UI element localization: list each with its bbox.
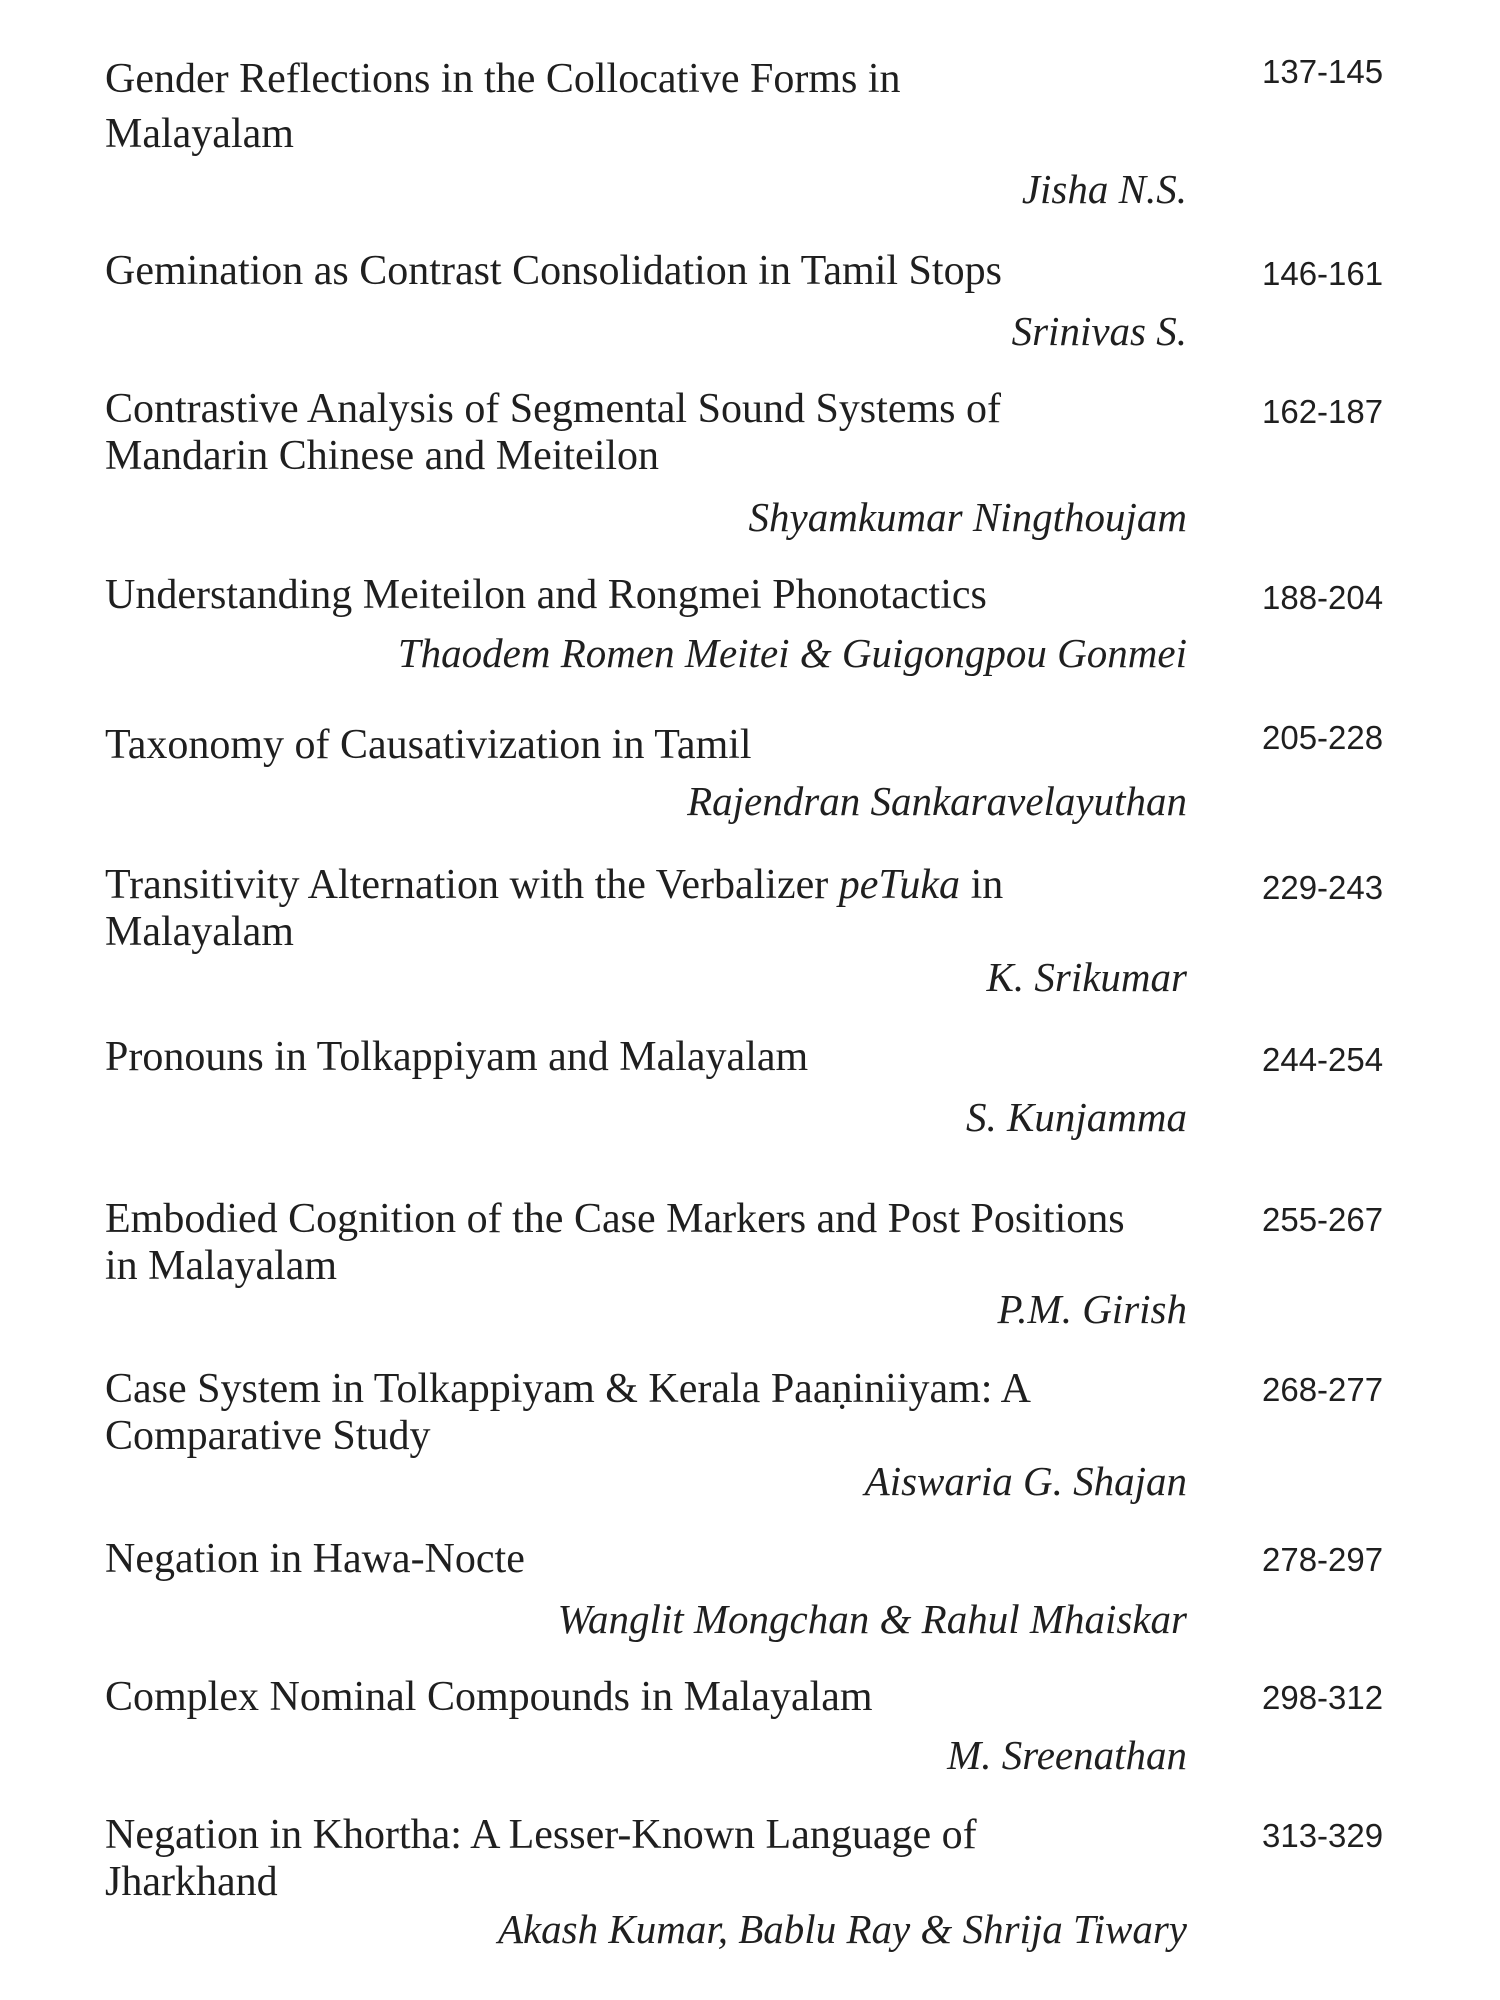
article-title[interactable] [105, 1366, 1175, 1460]
article-title-line: Understanding Meiteilon and Rongmei Phonotactics [105, 572, 987, 618]
article-title-line: Comparative Study [105, 1413, 431, 1459]
article-author: Jisha N.S. [1021, 166, 1187, 212]
article-title-line: Malayalam [105, 111, 294, 157]
article-title-line: Negation in Khortha: A Lesser-Known Language of [105, 1812, 977, 1858]
article-author: Shyamkumar Ningthoujam [748, 494, 1187, 540]
article-title[interactable] [105, 1536, 1175, 1583]
article-title-line: Mandarin Chinese and Meiteilon [105, 433, 660, 479]
article-title[interactable] [105, 722, 1175, 769]
article-title-line: Taxonomy of Causativization in Tamil [105, 722, 752, 768]
page-range: 137-145 [1262, 53, 1384, 90]
page-range: 255-267 [1262, 1201, 1384, 1238]
article-title[interactable] [105, 248, 1175, 295]
page-range: 313-329 [1262, 1817, 1384, 1854]
article-title-line: Negation in Hawa-Nocte [105, 1536, 525, 1582]
article-title-line: in Malayalam [105, 1243, 338, 1289]
article-title-line: Case System in Tolkappiyam & Kerala Paaṇiniiyam: A [105, 1366, 1031, 1412]
page-range: 188-204 [1262, 579, 1384, 616]
article-author: Srinivas S. [1011, 308, 1187, 354]
article-title[interactable] [105, 1034, 1175, 1081]
page-range: 229-243 [1262, 869, 1384, 906]
article-title-text: in [960, 862, 1004, 908]
article-title-line: Embodied Cognition of the Case Markers and Post Positions [105, 1196, 1125, 1242]
article-author: Rajendran Sankaravelayuthan [687, 778, 1187, 824]
article-title[interactable] [105, 386, 1175, 480]
article-title-line: Contrastive Analysis of Segmental Sound Systems of [105, 386, 1001, 432]
page-range: 162-187 [1262, 393, 1384, 430]
article-author: Akash Kumar, Bablu Ray & Shrija Tiwary [497, 1906, 1187, 1952]
article-title-line: Gemination as Contrast Consolidation in Tamil Stops [105, 248, 1002, 294]
article-author: Aiswaria G. Shajan [864, 1458, 1187, 1504]
article-title[interactable] [105, 1196, 1175, 1290]
article-title-text: Transitivity Alternation with the Verbalizer [105, 862, 839, 908]
page-range: 278-297 [1262, 1541, 1384, 1578]
page-range: 268-277 [1262, 1371, 1384, 1408]
article-title[interactable] [105, 1674, 1175, 1721]
page-range: 146-161 [1262, 255, 1384, 292]
article-title-line: Jharkhand [105, 1859, 278, 1905]
article-title-italic-term: peTuka [838, 862, 961, 908]
article-title[interactable] [105, 1812, 1175, 1906]
page-range: 298-312 [1262, 1679, 1384, 1716]
article-author: K. Srikumar [986, 954, 1187, 1000]
article-title-line: Complex Nominal Compounds in Malayalam [105, 1674, 873, 1720]
article-author: M. Sreenathan [947, 1732, 1187, 1778]
page-range: 244-254 [1262, 1041, 1384, 1078]
article-author: Wanglit Mongchan & Rahul Mhaiskar [557, 1596, 1187, 1642]
article-title-line [105, 862, 1175, 909]
article-author: S. Kunjamma [966, 1094, 1187, 1140]
article-title[interactable] [105, 862, 1175, 956]
article-title[interactable] [105, 56, 1175, 158]
article-title[interactable] [105, 572, 1175, 619]
article-title-line: Malayalam [105, 909, 294, 955]
article-author: P.M. Girish [997, 1286, 1187, 1332]
article-title-line: Pronouns in Tolkappiyam and Malayalam [105, 1034, 809, 1080]
article-author: Thaodem Romen Meitei & Guigongpou Gonmei [397, 630, 1187, 676]
page-range: 205-228 [1262, 719, 1384, 756]
article-title-line: Gender Reflections in the Collocative Forms in [105, 56, 901, 102]
